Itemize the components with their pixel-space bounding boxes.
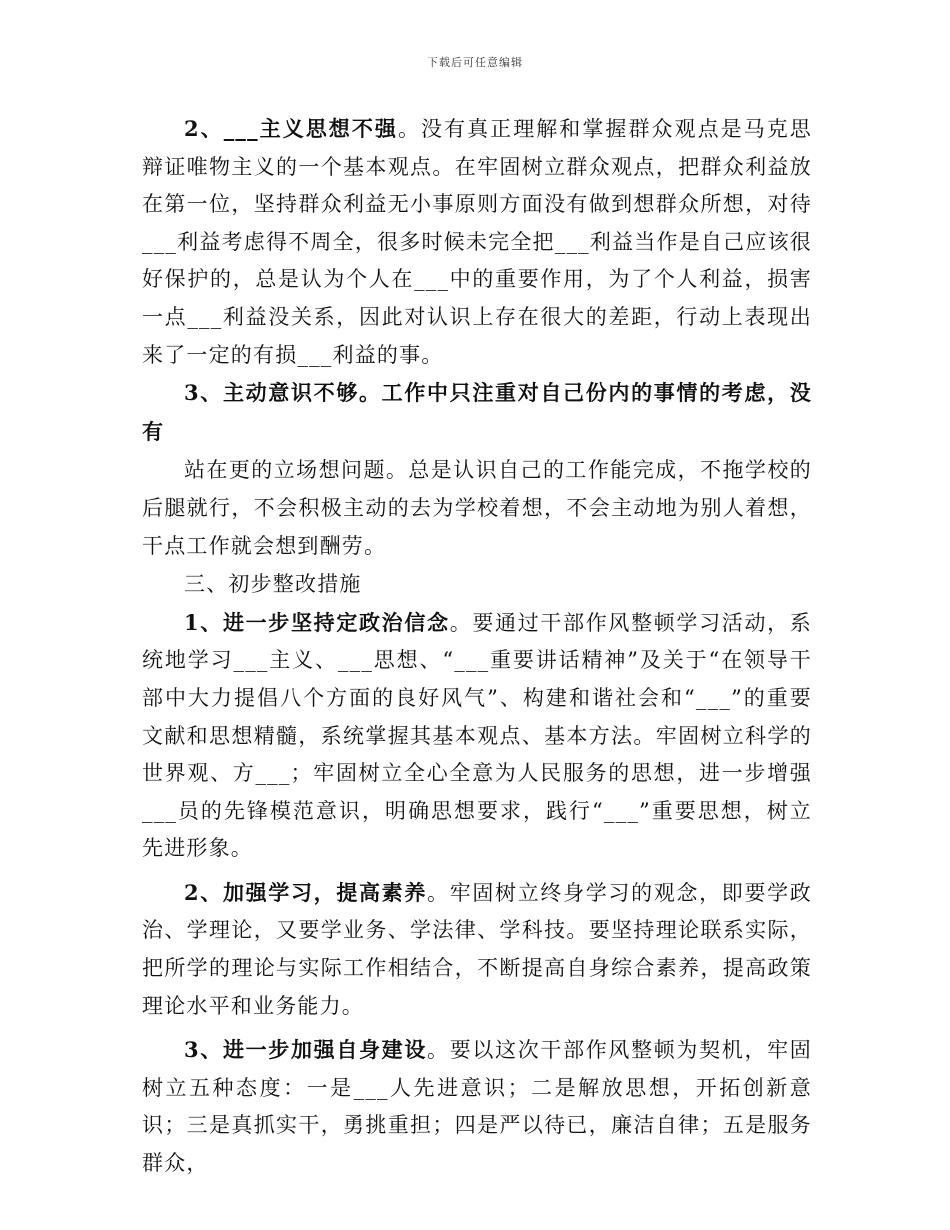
section-heading-rectification [142,565,812,604]
document-body [142,110,812,1183]
paragraph-initiative-body [142,451,812,565]
paragraph-heading: 2、加强学习，提高素养 [184,879,428,905]
paragraph-heading: 3、进一步加强自身建设 [184,1037,428,1063]
paragraph-text: 。没有真正理解和掌握群众观点是马克思辩证唯物主义的一个基本观点。在牢固树立群众观点，把群众利益放在第一位，坚持群众利益无小事原则方面没有做到想群众所想，对待___利益考虑得不周全，很多时候未完全把___利益当作是自己应该很好保护的，总是认为个人在___中的重要作用，为了个人利益，损害一点___利益没关系，因此对认识上存在很大的差距，行动上表现出来了一定的有损___利益的事。 [142,117,813,367]
paragraph-weak-ideology [142,110,812,374]
paragraph-study [142,874,812,1025]
paragraph-heading: 2、___主义思想不强 [184,116,398,141]
paragraph-heading: 3、主动意识不够。工作中只注重对自己份内的事情的考虑，没有 [142,380,812,444]
paragraph-text: 。牢固树立终身学习的观念，即要学政治、学理论，又要学业务、学法律、学科技。要坚持理论联系实际，把所学的理论与实际工作相结合，不断提高自身综合素养，提高政策理论水平和业务能力。 [142,880,813,1018]
paragraph-self-building [142,1031,812,1182]
paragraph-heading: 1、进一步坚持定政治信念 [184,609,450,635]
page-header: 下载后可任意编辑 [427,56,523,69]
paragraph-political-belief [142,604,812,868]
paragraph-text: 。要通过干部作风整顿学习活动，系统地学习___主义、___思想、“___重要讲话精神”及关于“在领导干部中大力提倡八个方面的良好风气”、构建和谐社会和“___”的重要文献和思想精髓，系统掌握其基本观点、基本方法。牢固树立科学的世界观、方___；牢固树立全心全意为人民服务的思想，进一步增强___员的先锋模范意识，明确思想要求，践行“___”重要思想，树立先进形象。 [142,610,813,861]
paragraph-text: 。要以这次干部作风整顿为契机，牢固树立五种态度：一是___人先进意识；二是解放思想，开拓创新意识；三是真抓实干，勇挑重担；四是严以待已，廉洁自律；五是服务群众， [142,1038,813,1176]
paragraph-text: 站在更的立场想问题。总是认识自己的工作能完成，不拖学校的后腿就行，不会积极主动的去为学校着想，不会主动地为别人着想，干点工作就会想到酬劳。 [142,458,812,558]
paragraph-text: 三、初步整改措施 [184,572,362,597]
paragraph-initiative-heading [142,374,812,451]
